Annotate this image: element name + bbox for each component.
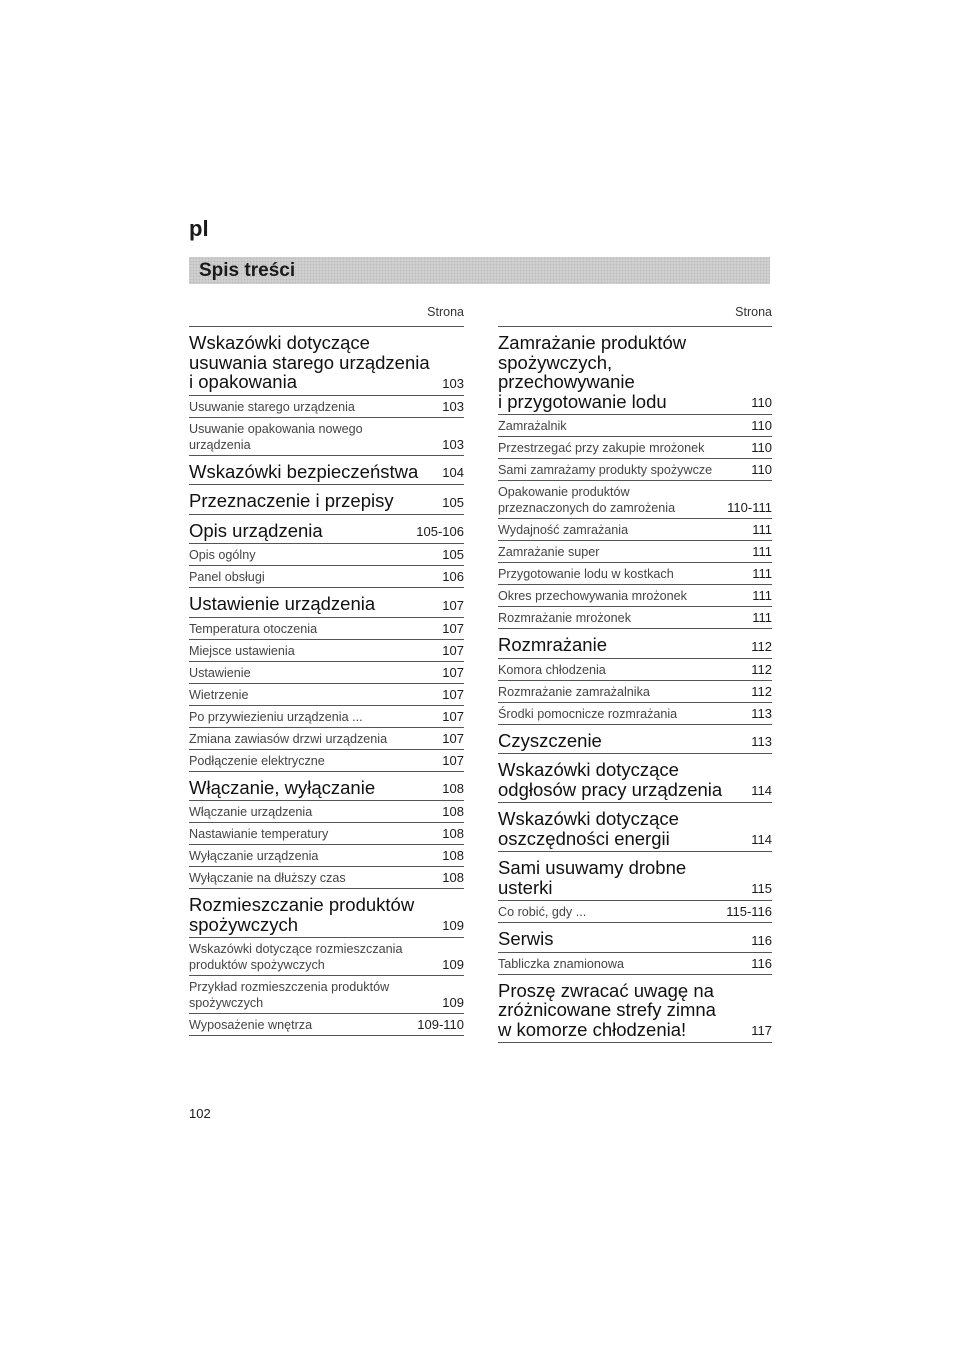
toc-section (498, 754, 772, 803)
toc-entry (498, 585, 772, 607)
toc-page-number: 114 (751, 832, 772, 847)
toc-entry (189, 750, 464, 772)
title-banner (189, 257, 770, 284)
language-code: pl (189, 216, 209, 241)
toc-entry-title: Środki pomocnicze rozmrażania (498, 706, 678, 721)
toc-page-number: 107 (442, 642, 464, 658)
toc-section-title: Opis urządzenia (189, 519, 323, 541)
toc-list-right (498, 327, 772, 1043)
toc-entry-title: Temperatura otoczenia (189, 621, 318, 636)
toc-page-number: 108 (442, 848, 464, 863)
toc-entry (498, 703, 772, 725)
toc-entry (189, 396, 464, 418)
toc-entry-title: Zmiana zawiasów drzwi urządzenia (189, 731, 388, 746)
toc-section (498, 803, 772, 852)
toc-entry (498, 659, 772, 681)
toc-page-number: 104 (442, 465, 464, 480)
toc-page-number: 107 (442, 597, 464, 613)
toc-page-number: 111 (752, 610, 772, 625)
toc-page-number: 110 (751, 462, 772, 477)
toc-page-number: 109 (442, 995, 464, 1010)
toc-page-number: 110 (751, 418, 772, 433)
toc-page-number: 117 (751, 1023, 772, 1038)
toc-entry (189, 706, 464, 728)
toc-entry (189, 418, 464, 456)
toc-section-title: Wskazówki dotyczące usuwania starego urządzenia i opakowania (189, 332, 430, 392)
toc-page-number: 111 (752, 588, 772, 603)
toc-page-number: 108 (442, 781, 464, 796)
toc-entry-title: Opakowanie produktów przeznaczonych do zamrożenia (498, 485, 676, 515)
toc-entry-title: Komora chłodzenia (498, 662, 606, 677)
toc-entry-title: Zamrażalnik (498, 419, 567, 433)
toc-entry (189, 801, 464, 823)
toc-page-number: 107 (442, 752, 464, 768)
toc-entry-title: Nastawianie temperatury (189, 827, 329, 841)
page-column-label: Strona (498, 300, 772, 327)
toc-page-number: 113 (751, 734, 772, 749)
toc-section (189, 588, 464, 618)
toc-page-number: 108 (442, 870, 464, 885)
toc-section-title: Sami usuwamy drobne usterki (498, 857, 687, 898)
toc-section-title: Wskazówki dotyczące odgłosów pracy urządzenia (498, 759, 723, 800)
toc-entry-title: Wydajność zamrażania (498, 523, 629, 537)
toc-page-number: 110 (751, 440, 772, 455)
toc-page-number: 112 (751, 638, 772, 654)
toc-entry-title: Rozmrażanie zamrażalnika (498, 684, 650, 699)
toc-page-number: 108 (442, 826, 464, 841)
toc-section-title: Zamrażanie produktów spożywczych, przechowywanie i przygotowanie lodu (498, 332, 687, 412)
toc-entry-title: Usuwanie starego urządzenia (189, 399, 355, 414)
toc-entry (189, 544, 464, 566)
toc-entry (189, 976, 464, 1014)
toc-page-number: 107 (442, 730, 464, 746)
toc-entry (498, 607, 772, 629)
toc-entry (498, 481, 772, 519)
toc-page-number: 111 (752, 522, 772, 537)
toc-section-title: Wskazówki bezpieczeństwa (189, 460, 419, 482)
toc-page-number: 108 (442, 804, 464, 819)
toc-page-number: 103 (442, 375, 464, 391)
toc-entry-title: Włączanie urządzenia (189, 805, 313, 819)
toc-page-number: 105 (442, 547, 464, 562)
page-column-label: Strona (189, 300, 464, 327)
toc-page-number: 112 (751, 683, 772, 699)
toc-entry (189, 640, 464, 662)
toc-page-number: 107 (442, 708, 464, 724)
toc-section (189, 456, 464, 486)
toc-page-number: 112 (751, 661, 772, 677)
toc-page-number: 115-116 (726, 904, 772, 919)
toc-entry-title: Wyposażenie wnętrza (189, 1018, 313, 1032)
toc-entry (189, 566, 464, 588)
toc-section-title: Serwis (498, 928, 554, 949)
toc-entry (189, 845, 464, 867)
toc-entry-title: Wskazówki dotyczące rozmieszczania produktów spożywczych (189, 942, 403, 972)
toc-section (498, 725, 772, 755)
toc-entry (498, 415, 772, 437)
toc-entry-title: Po przywiezieniu urządzenia ... (189, 709, 363, 724)
toc-page-number: 116 (751, 955, 772, 971)
toc-section-title: Czyszczenie (498, 729, 602, 751)
page-number: 102 (189, 1106, 211, 1121)
toc-entry (498, 681, 772, 703)
toc-entry (498, 541, 772, 563)
toc-page-number: 107 (442, 686, 464, 702)
toc-entry-title: Wyłączanie na dłuższy czas (189, 871, 346, 885)
toc-page-number: 114 (751, 783, 772, 798)
toc-page-number: 111 (752, 544, 772, 559)
toc-entry-title: Wietrzenie (189, 687, 249, 702)
toc-list-left (189, 327, 464, 1036)
toc-entry (189, 938, 464, 976)
toc-entry (189, 823, 464, 845)
toc-entry-title: Panel obsługi (189, 570, 265, 584)
toc-entry-title: Usuwanie opakowania nowego urządzenia (189, 421, 363, 452)
toc-section-title: Wskazówki dotyczące oszczędności energii (498, 808, 679, 849)
toc-entry-title: Okres przechowywania mrożonek (498, 589, 687, 603)
toc-section-title: Włączanie, wyłączanie (189, 776, 376, 798)
toc-entry (498, 901, 772, 923)
toc-section (498, 327, 772, 415)
toc-section-title: Proszę zwracać uwagę na zróżnicowane strefy zimna w komorze chłodzenia! (498, 979, 716, 1040)
toc-section (189, 485, 464, 515)
toc-page-number: 103 (442, 436, 464, 452)
toc-page-number: 105 (442, 494, 464, 510)
toc-section (189, 327, 464, 396)
toc-section (498, 852, 772, 901)
toc-entry (189, 867, 464, 889)
toc-page-number: 106 (442, 569, 464, 584)
page-title: Spis treści (199, 260, 296, 281)
toc-section (498, 629, 772, 659)
toc-page-number: 109-110 (417, 1017, 464, 1032)
toc-entry (189, 684, 464, 706)
toc-entry (498, 459, 772, 481)
toc-section (498, 975, 772, 1044)
toc-page-number: 107 (442, 620, 464, 636)
toc-page-number: 107 (442, 664, 464, 680)
toc-section-title: Przeznaczenie i przepisy (189, 490, 394, 511)
toc-entry-title: Sami zamrażamy produkty spożywcze (498, 463, 713, 477)
toc-section (189, 889, 464, 938)
toc-page-number: 109 (442, 918, 464, 933)
toc-entry-title: Zamrażanie super (498, 545, 600, 559)
toc-section (498, 923, 772, 953)
toc-section-title: Ustawienie urządzenia (189, 593, 376, 614)
toc-entry (498, 563, 772, 585)
toc-page-number: 110-111 (727, 500, 772, 515)
toc-page-number: 113 (751, 705, 772, 721)
toc-entry-title: Ustawienie (189, 665, 251, 680)
toc-entry-title: Tabliczka znamionowa (498, 956, 624, 971)
toc-page-number: 115 (751, 881, 772, 896)
toc-entry (189, 728, 464, 750)
toc-section-title: Rozmieszczanie produktów spożywczych (189, 894, 415, 935)
toc-entry (189, 1014, 464, 1036)
toc-entry-title: Przygotowanie lodu w kostkach (498, 567, 674, 581)
toc-entry-title: Przestrzegać przy zakupie mrożonek (498, 441, 705, 455)
toc-page-number: 103 (442, 398, 464, 414)
toc-column-right (498, 300, 772, 1043)
toc-column-left (189, 300, 464, 1036)
toc-entry-title: Opis ogólny (189, 548, 256, 562)
toc-section (189, 772, 464, 802)
toc-page-number: 105-106 (416, 524, 464, 539)
toc-entry-title: Przykład rozmieszczenia produktów spożywczych (189, 980, 390, 1010)
toc-entry (498, 437, 772, 459)
toc-page-number: 110 (751, 395, 772, 410)
toc-entry-title: Co robić, gdy ... (498, 905, 587, 919)
toc-entry-title: Podłączenie elektryczne (189, 753, 325, 768)
toc-section-title: Rozmrażanie (498, 634, 607, 655)
toc-entry-title: Rozmrażanie mrożonek (498, 611, 631, 625)
toc-section (189, 515, 464, 545)
toc-entry-title: Wyłączanie urządzenia (189, 849, 319, 863)
toc-page-number: 116 (751, 932, 772, 948)
toc-page-number: 111 (752, 566, 772, 581)
toc-entry (498, 953, 772, 975)
toc-entry (189, 662, 464, 684)
toc-page-number: 109 (442, 957, 464, 972)
toc-entry-title: Miejsce ustawienia (189, 643, 295, 658)
toc-entry (498, 519, 772, 541)
toc-entry (189, 618, 464, 640)
